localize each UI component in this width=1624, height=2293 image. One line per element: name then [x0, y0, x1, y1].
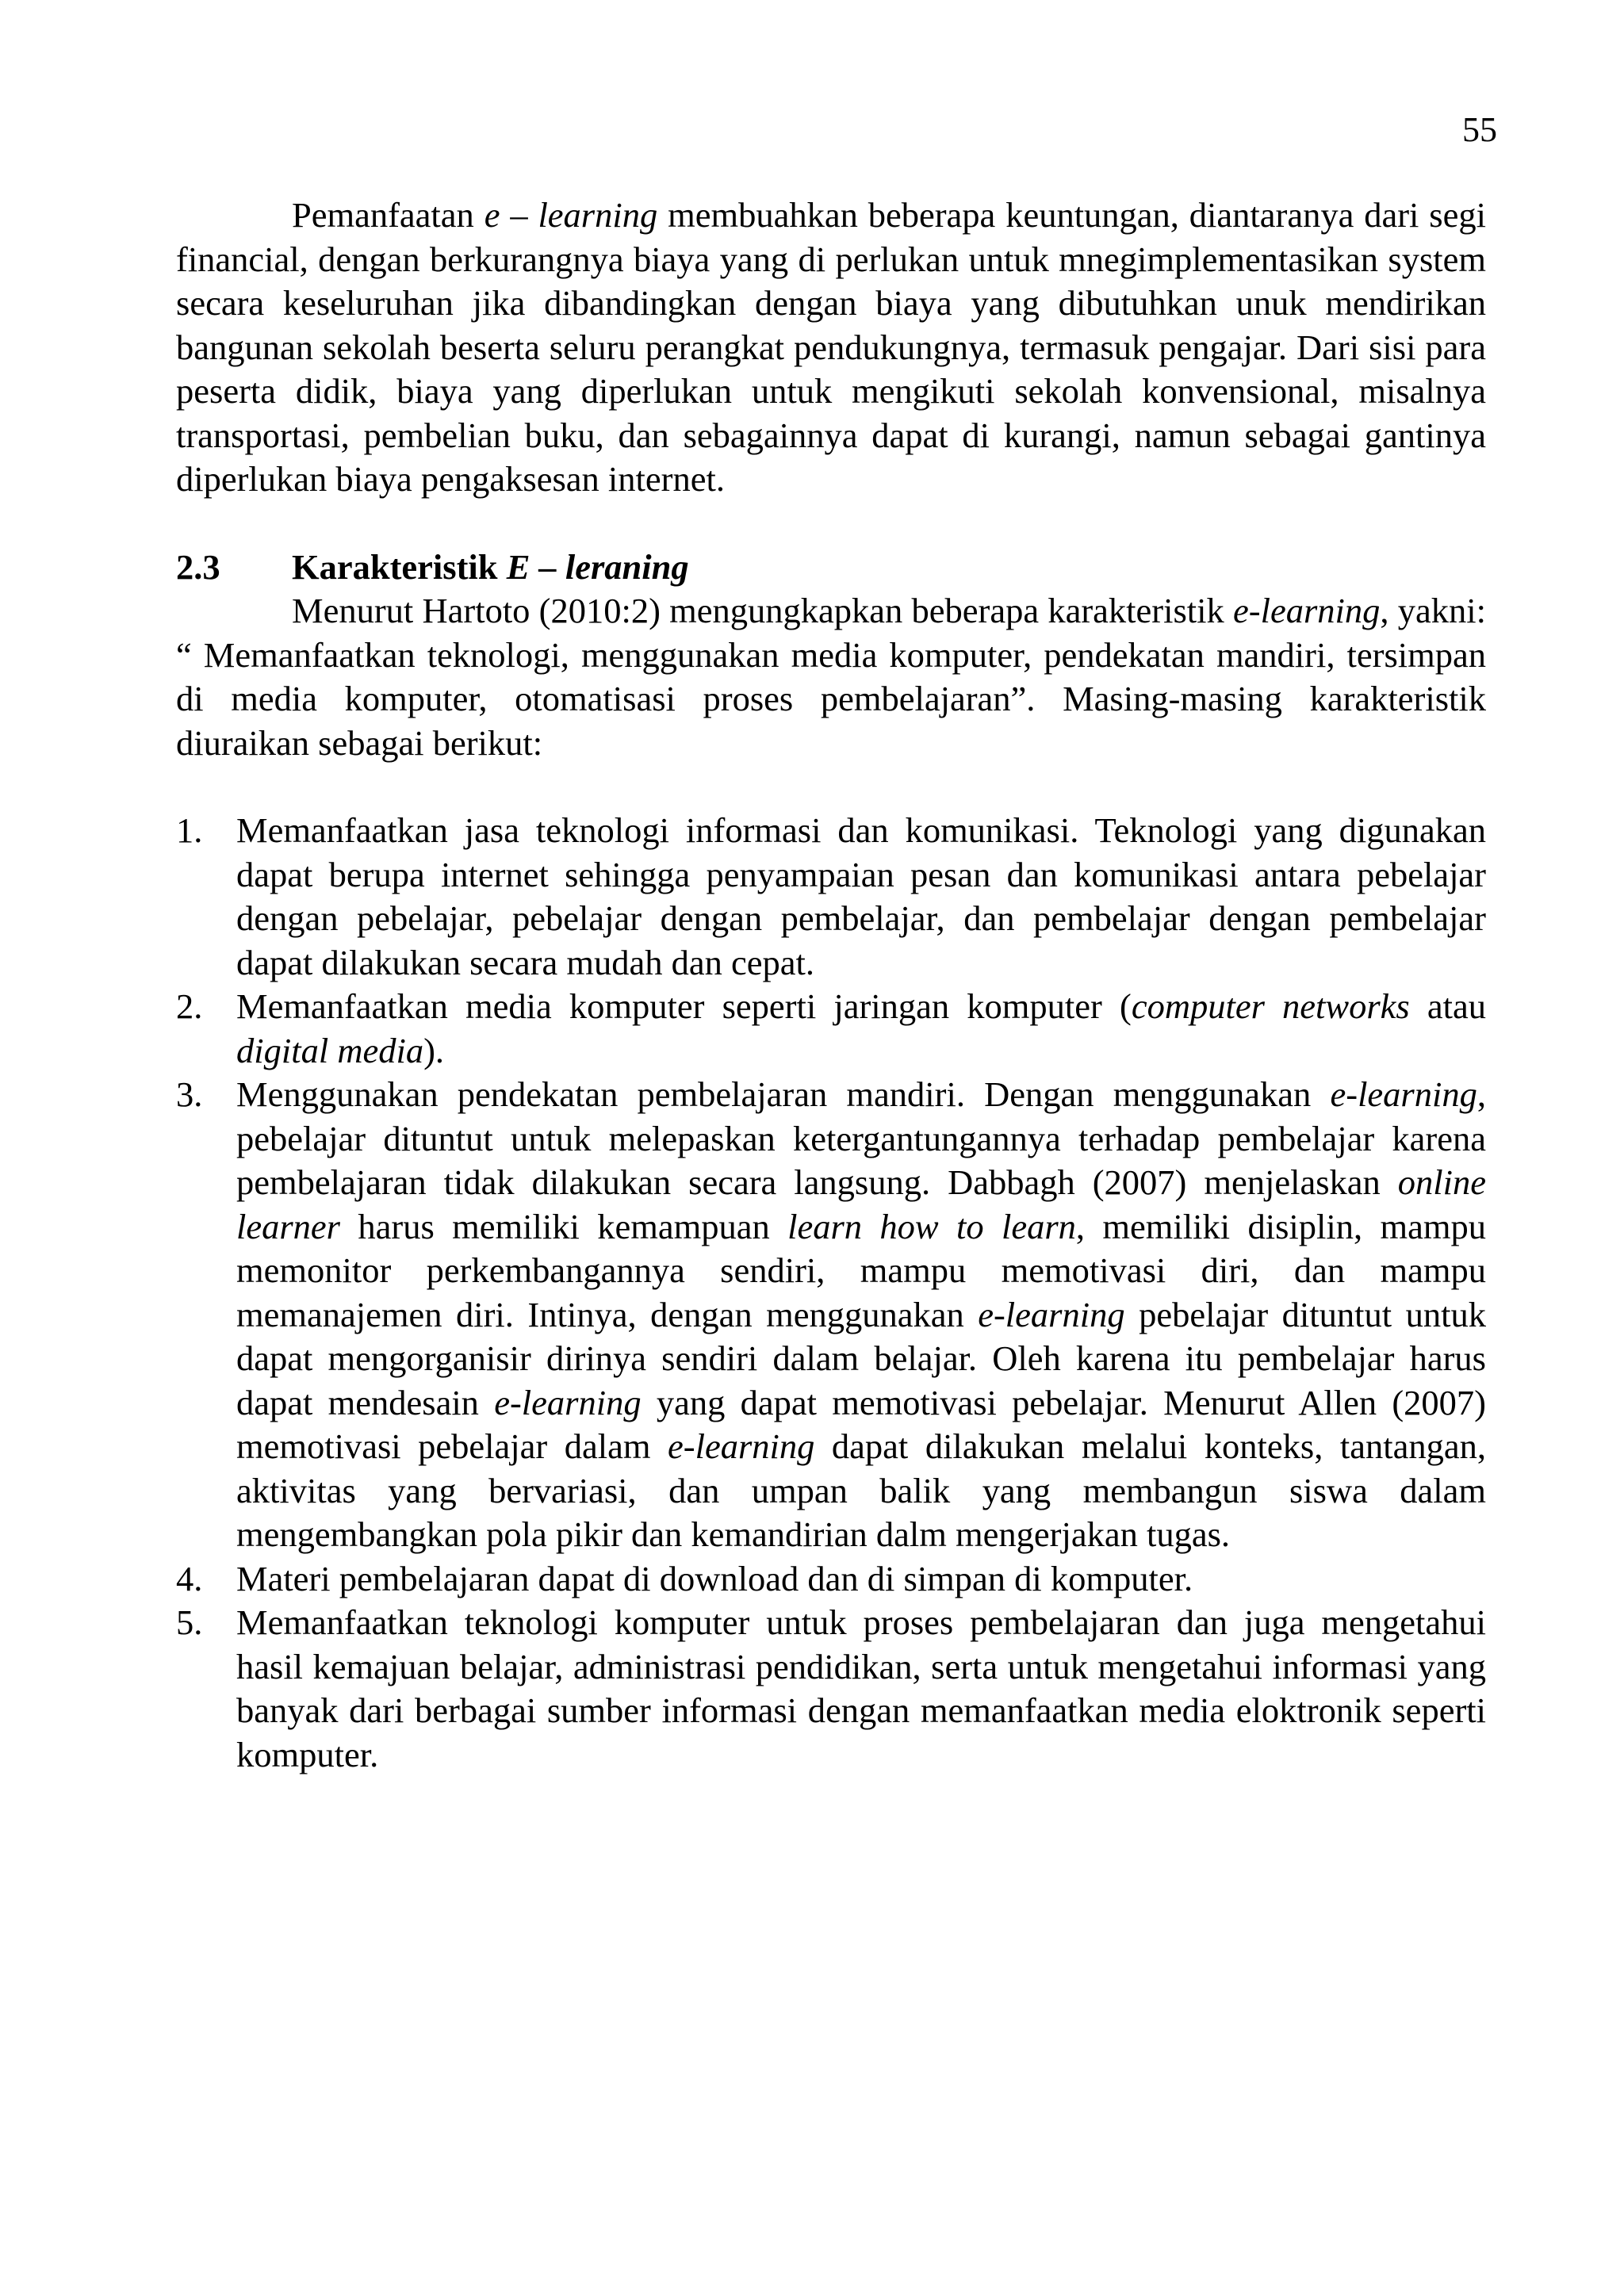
page-content [176, 193, 1486, 1777]
list-item [176, 1601, 1486, 1777]
list-item-text: yang dapat memotivasi pebelajar. Menurut Allen (2007) memotivasi pebelajar dalam [236, 1382, 1486, 1466]
list-marker: 3. [176, 1074, 203, 1114]
list-item-text: , memiliki disiplin, mampu memonitor perkembangannya sendiri, mampu memotivasi diri, dan mampu memanajemen diri. Intinya, dengan menggunakan [236, 1206, 1486, 1334]
list-item-text: Memanfaatkan jasa teknologi informasi dan komunikasi. Teknologi yang digunakan dapat berupa internet sehingga penyampaian pesan dan komunikasi antara pebelajar dengan pebelajar, pebelajar dengan pembelajar, dan pembelajar dengan pembelajar dapat dilakukan secara mudah dan cepat. [236, 810, 1486, 982]
list-item-italic: online learner [236, 1162, 1486, 1246]
list-item [176, 985, 1486, 1073]
list-item-italic: digital media [236, 1030, 424, 1070]
section-title: Karakteristik [292, 546, 507, 587]
section-term-elearning: e-learning [1233, 591, 1381, 630]
intro-paragraph [176, 193, 1486, 502]
list-marker: 5. [176, 1602, 203, 1642]
list-item-text: ). [423, 1030, 445, 1070]
list-marker: 2. [176, 986, 203, 1026]
intro-text-2: membuahkan beberapa keuntungan, diantaranya dari segi financial, dengan berkurangnya biaya yang di perlukan untuk mnegimplementasikan system secara keseluruhan jika dibandingkan dengan biaya yang dibutuhkan unuk mendirikan bangunan sekolah beserta seluru perangkat pendukungnya, termasuk pengajar. Dari sisi para peserta didik, biaya yang diperlukan untuk mengikuti sekolah konvensional, misalnya transportasi, pembelian buku, dan sebagainnya dapat di kurangi, namun sebagai gantinya diperlukan biaya pengaksesan internet. [176, 195, 1486, 499]
list-item [176, 809, 1486, 985]
list-item-text: dapat dilakukan melalui konteks, tantangan, aktivitas yang bervariasi, dan umpan balik yang membangun siswa dalam mengembangkan pola pikir dan kemandirian dalm mengerjakan tugas. [236, 1426, 1487, 1554]
list-marker: 1. [176, 810, 203, 850]
list-item-text: pebelajar dituntut untuk dapat mengorganisir dirinya sendiri dalam belajar. Oleh karena itu pembelajar harus dapat mendesain [236, 1294, 1486, 1422]
section-text-1: Menurut Hartoto (2010:2) mengungkapkan beberapa karakteristik [292, 591, 1234, 630]
list-item-italic: e-learning [978, 1294, 1125, 1334]
characteristics-list [176, 809, 1486, 1777]
list-item-italic: e-learning [494, 1382, 642, 1422]
list-item-text: , pebelajar dituntut untuk melepaskan ketergantungannya terhadap pembelajar karena pembelajaran tidak dilakukan secara langsung. Dabbagh (2007) menjelaskan [236, 1074, 1486, 1202]
list-item-text: atau [1409, 986, 1486, 1026]
page-number: 55 [1462, 110, 1497, 149]
section-paragraph [176, 589, 1486, 765]
list-item-text: Memanfaatkan media komputer seperti jaringan komputer ( [236, 986, 1132, 1026]
list-item-text: Memanfaatkan teknologi komputer untuk proses pembelajaran dan juga mengetahui hasil kemajuan belajar, administrasi pendidikan, serta untuk mengetahui informasi yang banyak dari berbagai sumber informasi dengan memanfaatkan media eloktronik seperti komputer. [236, 1602, 1486, 1774]
intro-term-elearning: e – learning [484, 195, 658, 235]
list-item-italic: e-learning [668, 1426, 815, 1466]
list-item-text: Materi pembelajaran dapat di download dan di simpan di komputer. [236, 1558, 1193, 1598]
list-item-italic: learn how to learn [787, 1206, 1076, 1246]
list-item-text: harus memiliki kemampuan [340, 1206, 788, 1246]
list-item-italic: e-learning [1330, 1074, 1477, 1114]
section-title-italic: E – leraning [506, 546, 689, 587]
list-marker: 4. [176, 1558, 203, 1598]
list-item-italic: computer networks [1131, 986, 1410, 1026]
section-number: 2.3 [176, 546, 220, 587]
list-item [176, 1557, 1486, 1602]
intro-text-1: Pemanfaatan [292, 195, 485, 235]
list-item-text: Menggunakan pendekatan pembelajaran mandiri. Dengan menggunakan [236, 1074, 1331, 1114]
section-heading [176, 545, 1486, 590]
list-item [176, 1073, 1486, 1557]
section-text-2: , yakni: “ Memanfaatkan teknologi, menggunakan media komputer, pendekatan mandiri, tersimpan di media komputer, otomatisasi proses pembelajaran”. Masing-masing karakteristik diuraikan sebagai berikut: [176, 591, 1486, 763]
